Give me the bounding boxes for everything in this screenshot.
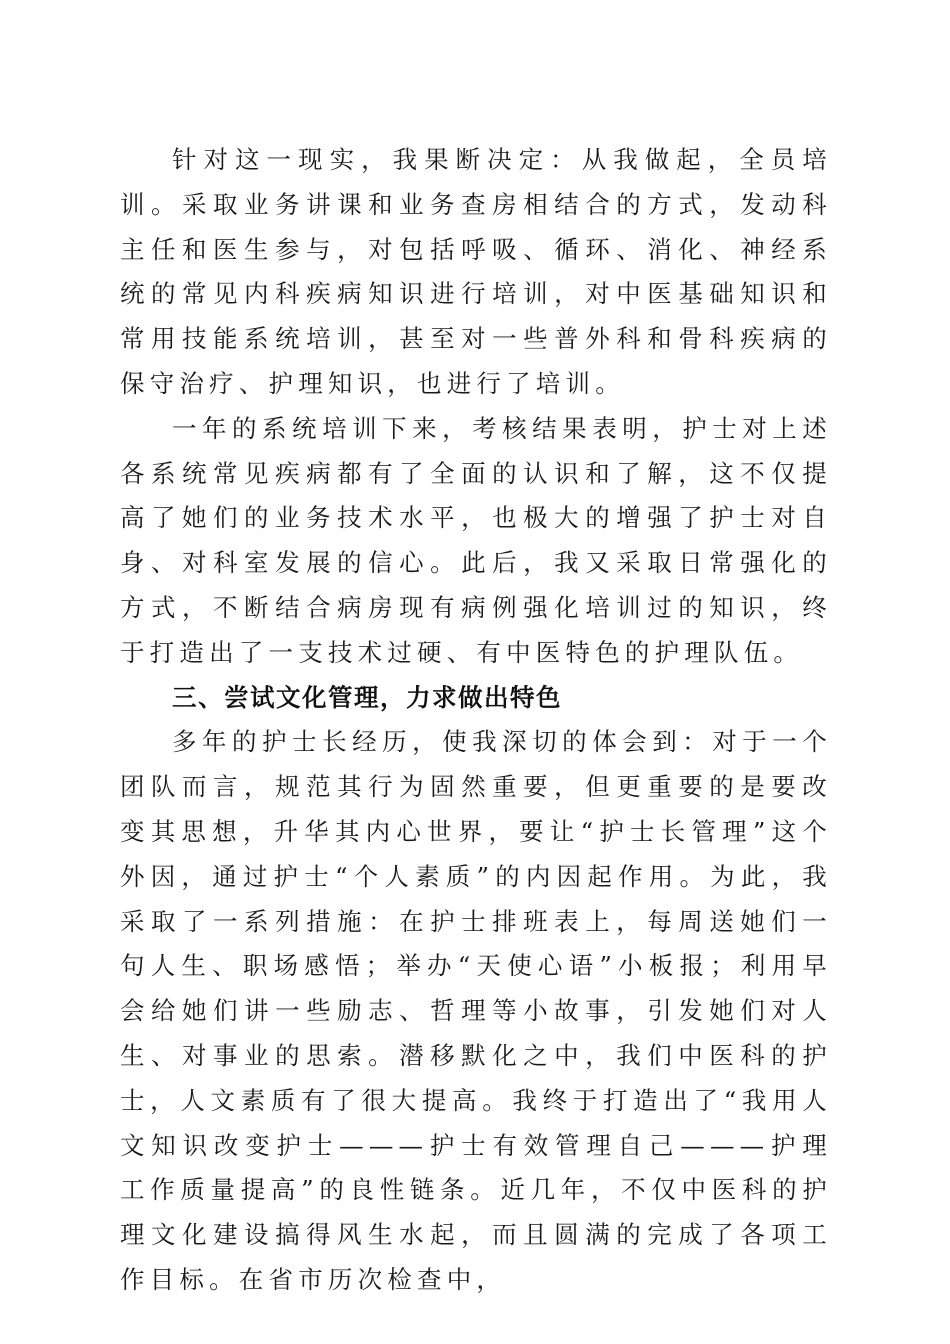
paragraph-training-results: 一年的系统培训下来，考核结果表明，护士对上述各系统常见疾病都有了全面的认识和了解，这不仅提高了她们的业务技术水平，也极大的增强了护士对自身、对科室发展的信心。此后，我又采取日常强化的方式，不断结合病房现有病例强化培训过的知识，终于打造出了一支技术过硬、有中医特色的护理队伍。	[120, 413, 832, 667]
paragraph-culture-measures: 多年的护士长经历，使我深切的体会到：对于一个团队而言，规范其行为固然重要，但更重要的是要改变其思想，升华其内心世界，要让“护士长管理”这个外因，通过护士“个人素质”的内因起作用。为此，我采取了一系列措施：在护士排班表上，每周送她们一句人生、职场感悟；举办“天使心语”小板报；利用早会给她们讲一些励志、哲理等小故事，引发她们对人生、对事业的思索。潜移默化之中，我们中医科的护士，人文素质有了很大提高。我终于打造出了“我用人文知识改变护士———护士有效管理自己———护理工作质量提高”的良性链条。近几年，不仅中医科的护理文化建设搞得风生水起，而且圆满的完成了各项工作目标。在省市历次检查中，	[120, 727, 832, 1294]
paragraph-training-decision: 针对这一现实，我果断决定：从我做起，全员培训。采取业务讲课和业务查房相结合的方式，发动科主任和医生参与，对包括呼吸、循环、消化、神经系统的常见内科疾病知识进行培训，对中医基础知识和常用技能系统培训，甚至对一些普外科和骨科疾病的保守治疗、护理知识，也进行了培训。	[120, 145, 832, 398]
section-heading-culture-management: 三、尝试文化管理，力求做出特色	[172, 682, 562, 712]
document-body	[120, 138, 832, 1303]
